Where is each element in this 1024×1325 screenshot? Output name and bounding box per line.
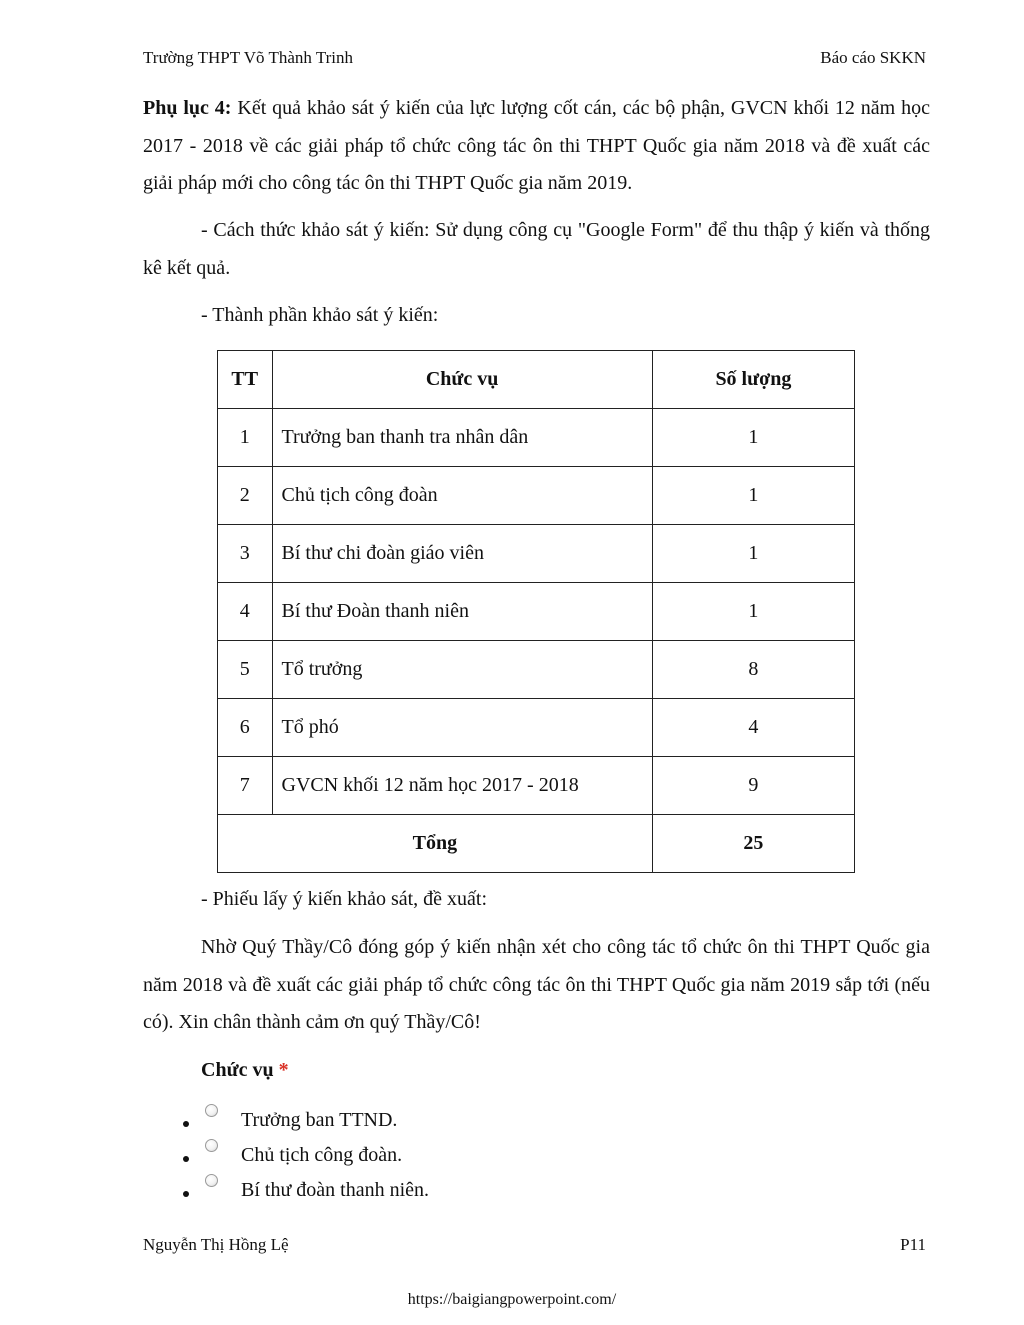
- bullet-icon: [183, 1191, 189, 1197]
- bullet-icon: [183, 1156, 189, 1162]
- table-row: [218, 409, 855, 467]
- table-cell-count: 9: [652, 757, 854, 815]
- table-cell-role: Bí thư chi đoàn giáo viên: [272, 525, 652, 583]
- form-label: - Phiếu lấy ý kiến khảo sát, đề xuất:: [201, 888, 488, 910]
- radio-button-icon[interactable]: [205, 1174, 218, 1187]
- role-option[interactable]: [183, 1103, 429, 1138]
- table-total-value: 25: [652, 815, 854, 873]
- table-header-row: [218, 351, 855, 409]
- radio-button-icon[interactable]: [205, 1139, 218, 1152]
- table-header-role: Chức vụ: [272, 351, 652, 409]
- table-cell-tt: 4: [218, 583, 273, 641]
- appendix-paragraph: [143, 90, 930, 203]
- table-row: [218, 525, 855, 583]
- required-mark: *: [278, 1059, 289, 1081]
- table-row: [218, 699, 855, 757]
- question-heading: [201, 1055, 289, 1085]
- role-option-label: Bí thư đoàn thanh niên.: [241, 1179, 430, 1201]
- role-option-label: Chủ tịch công đoàn.: [241, 1144, 403, 1166]
- bullet-icon: [183, 1121, 189, 1127]
- table-cell-role: Chủ tịch công đoàn: [272, 467, 652, 525]
- appendix-text: Kết quả khảo sát ý kiến của lực lượng cốt cán, các bộ phận, GVCN khối 12 năm học 2017 - 2018 về các giải pháp tổ chức công tác ôn thi THPT Quốc gia năm 2018 và đề xuất các giải pháp mới cho công tác ôn thi THPT Quốc gia năm 2019.: [143, 97, 931, 194]
- survey-method-paragraph: - Cách thức khảo sát ý kiến: Sử dụng công cụ "Google Form" để thu thập ý kiến và thống kê kết quả.: [143, 219, 930, 279]
- table-cell-tt: 5: [218, 641, 273, 699]
- form-intro-paragraph: Nhờ Quý Thầy/Cô đóng góp ý kiến nhận xét cho công tác tổ chức ôn thi THPT Quốc gia năm 2018 và đề xuất các giải pháp tổ chức công tác ôn thi THPT Quốc gia năm 2019 sắp tới (nếu có). Xin chân thành cảm ơn quý Thầy/Cô!: [143, 936, 930, 1033]
- table-header-tt: TT: [218, 351, 273, 409]
- table-header-count: Số lượng: [652, 351, 854, 409]
- table-cell-role: Bí thư Đoàn thanh niên: [272, 583, 652, 641]
- table-cell-count: 4: [652, 699, 854, 757]
- table-cell-count: 1: [652, 409, 854, 467]
- header-report-type: Báo cáo SKKN: [820, 48, 926, 67]
- table-cell-tt: 7: [218, 757, 273, 815]
- table-cell-count: 1: [652, 525, 854, 583]
- table-total-label: Tổng: [218, 815, 653, 873]
- table-total-row: [218, 815, 855, 873]
- role-options-list: [183, 1103, 429, 1208]
- table-cell-tt: 6: [218, 699, 273, 757]
- table-cell-tt: 2: [218, 467, 273, 525]
- table-row: [218, 757, 855, 815]
- table-cell-role: Tổ phó: [272, 699, 652, 757]
- radio-button-icon[interactable]: [205, 1104, 218, 1117]
- table-row: [218, 467, 855, 525]
- role-option[interactable]: [183, 1138, 429, 1173]
- source-url-link[interactable]: https://baigiangpowerpoint.com/: [407, 1291, 617, 1308]
- table-cell-count: 8: [652, 641, 854, 699]
- survey-composition-label: - Thành phần khảo sát ý kiến:: [201, 304, 439, 326]
- table-cell-count: 1: [652, 467, 854, 525]
- table-cell-tt: 1: [218, 409, 273, 467]
- footer-author: Nguyễn Thị Hồng Lệ: [143, 1235, 289, 1254]
- table-cell-role: GVCN khối 12 năm học 2017 - 2018: [272, 757, 652, 815]
- table-row: [218, 583, 855, 641]
- table-row: [218, 641, 855, 699]
- role-option[interactable]: [183, 1173, 429, 1208]
- role-option-label: Trưởng ban TTND.: [241, 1109, 398, 1131]
- table-cell-role: Tổ trưởng: [272, 641, 652, 699]
- footer-page-number: P11: [900, 1235, 926, 1254]
- header-school-name: Trường THPT Võ Thành Trinh: [143, 48, 353, 67]
- survey-composition-table: [217, 350, 855, 873]
- question-label: Chức vụ: [201, 1059, 274, 1081]
- table-cell-tt: 3: [218, 525, 273, 583]
- appendix-label: Phụ lục 4:: [143, 97, 232, 119]
- table-cell-role: Trưởng ban thanh tra nhân dân: [272, 409, 652, 467]
- table-cell-count: 1: [652, 583, 854, 641]
